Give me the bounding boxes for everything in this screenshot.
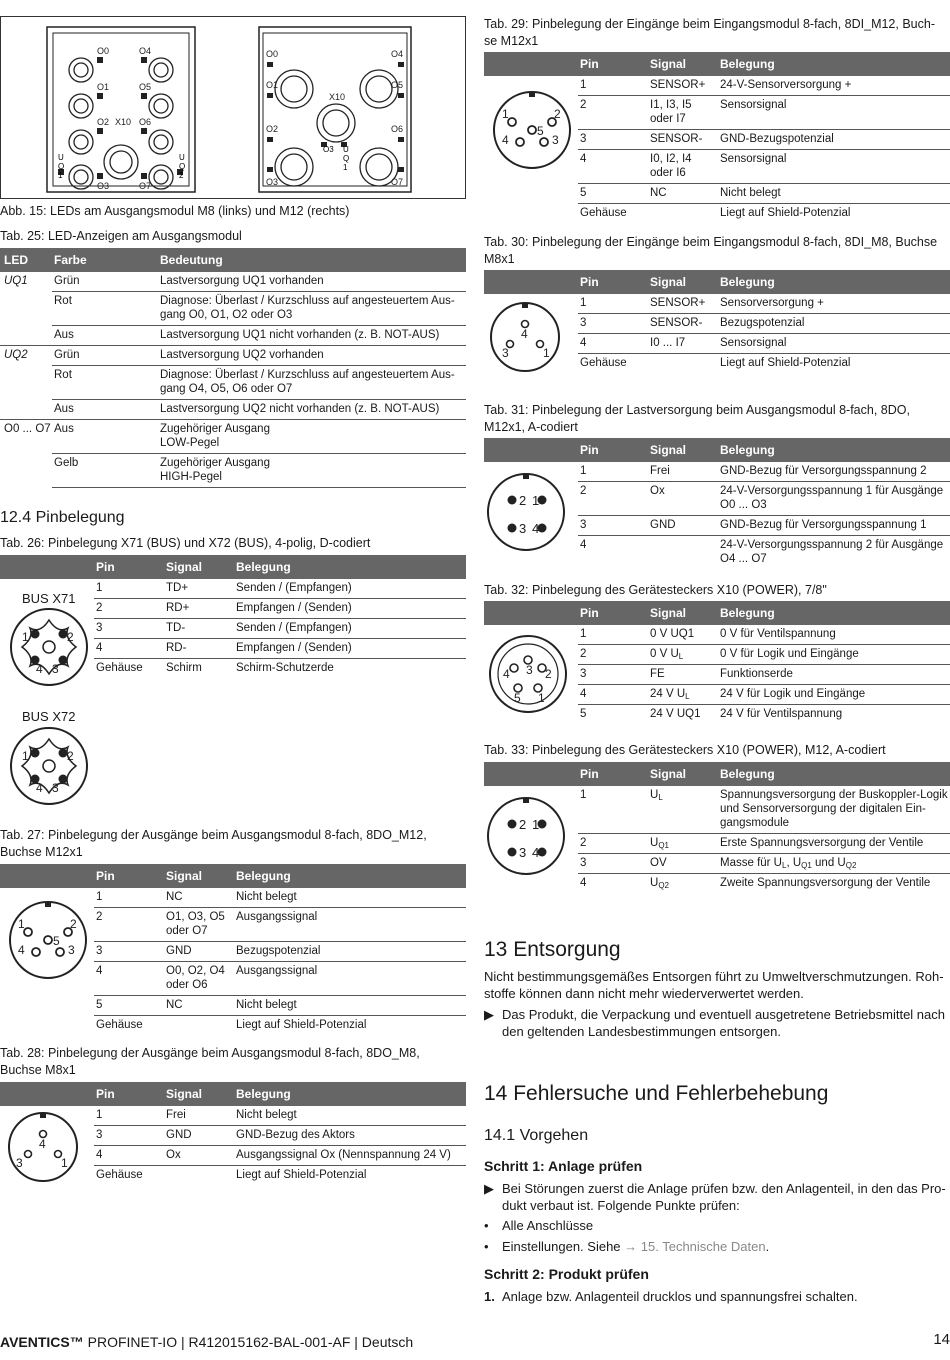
led-label: 1 [343, 163, 348, 172]
table-row: 3 GND GND-Bezug für Versorgungsspannung 1 [578, 516, 950, 536]
table-caption: M12x1, A-codiert [484, 420, 578, 434]
bus-x72-connector-diagram [8, 725, 90, 807]
svg-text:4: 4 [521, 327, 528, 341]
svg-text:3: 3 [552, 133, 559, 147]
power-78-connector-diagram [486, 632, 570, 716]
led-module-figure [0, 16, 466, 199]
led-label: Q [179, 162, 186, 171]
led-label: O0 [266, 49, 279, 59]
table-row: 2 Ox 24-V-Versorgungsspannung 1 für Ausgänge O0 ... O3 [578, 482, 950, 516]
svg-text:3: 3 [519, 845, 527, 860]
table-caption: Tab. 28: Pinbelegung der Ausgänge beim Ausgangsmodul 8-fach, 8DO_M8, [0, 1046, 420, 1060]
table-caption: Tab. 27: Pinbelegung der Ausgänge beim Ausgangsmodul 8-fach, 8DO_M12, [0, 828, 427, 842]
svg-text:4: 4 [532, 521, 540, 536]
table-row: 1 TD+ Senden / (Empfangen) [94, 579, 466, 599]
table-row: 1 $U_L$ Spannungsversorgung der Buskoppler-Logik und Sensorversorgung der digitalen Ein- gangsmodule [578, 786, 950, 834]
svg-text:4: 4 [502, 133, 509, 147]
numbered-item: 1. Anlage bzw. Anlagenteil drucklos und spannungsfrei schalten. [484, 1289, 858, 1304]
svg-text:4: 4 [36, 781, 43, 795]
led-label: O1 [97, 82, 110, 92]
table-row: UQ1 Grün Lastversorgung UQ1 vorhanden [52, 272, 466, 292]
m12-4pin-a-coded-connector-diagram [484, 794, 568, 878]
table-row: 1 Frei Nicht belegt [94, 1106, 466, 1126]
led-module-drawing [1, 17, 467, 200]
table-row: Rot Diagnose: Überlast / Kurzschluss auf angesteuertem Aus- gang O4, O5, O6 oder O7 [52, 366, 466, 400]
bus-label: BUS X72 [22, 709, 76, 724]
led-label: O0 [97, 46, 110, 56]
table-row: 2 $U_{Q1}$ Erste Spannungsversorgung der Ventile [578, 834, 950, 854]
table-row: 2 I1, I3, I5 oder I7 Sensorsignal [578, 96, 950, 130]
table-caption: Tab. 30: Pinbelegung der Eingänge beim Eingangsmodul 8-fach, 8DI_M8, Buchse [484, 235, 938, 249]
svg-text:2: 2 [519, 817, 527, 832]
svg-text:1: 1 [22, 630, 29, 644]
table-row: 3 OV Masse für $U_L$, $U_{Q1}$ und $U_{Q2}$ [578, 854, 950, 874]
arrow-bullet-icon: ▶ [484, 1007, 494, 1022]
svg-text:1: 1 [22, 749, 29, 763]
table-row: 4 I0 ... I7 Sensorsignal [578, 334, 950, 354]
table-row: 4 $U_{Q2}$ Zweite Spannungsversorgung der Ventile [580, 877, 931, 890]
table-row: Gehäuse Liegt auf Shield-Potenzial [580, 357, 851, 369]
table-caption: Tab. 26: Pinbelegung X71 (BUS) und X72 (BUS), 4-polig, D-codiert [0, 536, 371, 550]
page-number: 14 [933, 1331, 950, 1348]
svg-text:1: 1 [543, 346, 550, 360]
table-row: Gelb Zugehöriger Ausgang HIGH-Pegel [52, 454, 466, 488]
bus-x71-connector-diagram [8, 606, 90, 688]
step-heading: Schritt 2: Produkt prüfen [484, 1266, 649, 1282]
svg-text:4: 4 [532, 845, 540, 860]
paragraph: Nicht bestimmungsgemäßes Entsorgen führt zu Umweltverschmutzungen. Roh- [484, 969, 944, 984]
brand-name: AVENTICS™ [0, 1334, 84, 1350]
table-row: Gehäuse Liegt auf Shield-Potenzial [580, 207, 851, 219]
step-heading: Schritt 1: Anlage prüfen [484, 1158, 643, 1174]
cross-reference-link[interactable]: → 15. Technische Daten [624, 1239, 766, 1254]
svg-text:3: 3 [519, 521, 527, 536]
load-supply-pin-table: Pin Signal Belegung 1 Frei GND-Bezug für Versorgungsspannung 2 2 Ox 24-V-Versorgungsspannung 1 für Ausgänge O0 ... O3 3 GND GND-Bezug für Versorgungsspannung 1 4 24-V-Versorgungsspannung 2 für Ausgänge O4 ... O7 [484, 438, 950, 570]
led-label: O3 [323, 145, 334, 154]
table-caption: M8x1 [484, 252, 515, 266]
table-row: 3 SENSOR- GND-Bezugspotenzial [578, 130, 950, 150]
output-m12-pin-table: Pin Signal Belegung 1 NC Nicht belegt 2 O1, O3, O5 oder O7 Ausgangssignal 3 GND Bezugspotenzial 4 O0, O2, O4 oder O6 Ausgangssignal 5 NC Nicht belegt Gehäuse Liegt auf Shield-Potenzial [0, 864, 466, 1036]
m8-3pin-connector-diagram [6, 1110, 80, 1184]
svg-text:3: 3 [16, 1156, 23, 1170]
table-row: 4 24 V $U_L$ 24 V für Logik und Eingänge [578, 685, 950, 705]
led-label: O7 [139, 181, 152, 191]
svg-text:5: 5 [53, 934, 60, 948]
instruction-item: ▶ Das Produkt, die Verpackung und eventuell ausgetretene Betriebsmittel nach den geltenden Landesbestimmungen entsorgen. [484, 1007, 945, 1039]
svg-text:5: 5 [514, 691, 521, 705]
table-row: 2 0 V $U_L$ 0 V für Logik und Eingänge [578, 645, 950, 665]
table-row: 5 NC Nicht belegt [94, 996, 466, 1016]
table-row: 2 RD+ Empfangen / (Senden) [94, 599, 466, 619]
table-caption: Tab. 32: Pinbelegung des Gerätesteckers X10 (POWER), 7/8" [484, 583, 827, 597]
m12-4pin-a-coded-connector-diagram [484, 470, 568, 554]
table-row: 4 I0, I2, I4 oder I6 Sensorsignal [578, 150, 950, 184]
table-row: Aus Lastversorgung UQ1 nicht vorhanden (z. B. NOT-AUS) [0, 326, 466, 346]
svg-text:4: 4 [36, 662, 43, 676]
table-row: 1 SENSOR+ Sensorversorgung + [578, 294, 950, 314]
led-label: O7 [391, 177, 404, 187]
bus-label: BUS X71 [22, 591, 76, 606]
power-m12-pin-table: Pin Signal Belegung 1 $U_L$ Spannungsversorgung der Buskoppler-Logik und Sensorversorgung der digitalen Ein- gangsmodule 2 $U_{Q1}$ Erste Spannungsversorgung der Ventile 3 OV Masse für $U_L$, $U_{Q1}$ und $U_{Q2}$ 4 $U_{Q2}$ Zweite Spannungsversorgung der Ventile [484, 762, 950, 894]
table-caption: Tab. 33: Pinbelegung des Gerätesteckers X10 (POWER), M12, A-codiert [484, 743, 886, 757]
table-row: O0 ... O7 Aus Zugehöriger Ausgang LOW-Pegel [52, 420, 466, 454]
table-row: 1 Frei GND-Bezug für Versorgungsspannung 2 [578, 462, 950, 482]
svg-text:1: 1 [18, 917, 25, 931]
svg-text:2: 2 [519, 493, 527, 508]
section-heading: 12.4 Pinbelegung [0, 509, 125, 526]
table-row: 1 0 V UQ1 0 V für Ventilspannung [578, 625, 950, 645]
table-row: Gehäuse Liegt auf Shield-Potenzial [96, 1169, 367, 1181]
svg-text:4: 4 [503, 667, 510, 681]
chapter-heading: 14 Fehlersuche und Fehlerbehebung [484, 1082, 829, 1105]
led-label: U [179, 153, 185, 162]
output-m8-pin-table: Pin Signal Belegung 1 Frei Nicht belegt 3 GND GND-Bezug des Aktors 4 Ox Ausgangssignal Ox (Nennspannung 24 V) Gehäuse Liegt auf Shield-Potenzial [0, 1082, 466, 1186]
list-item: • Alle Anschlüsse [484, 1218, 594, 1233]
led-label: O6 [391, 124, 404, 134]
led-label: O3 [266, 177, 279, 187]
table-row: Gehäuse Liegt auf Shield-Potenzial [96, 1019, 367, 1031]
table-row: 4 O0, O2, O4 oder O6 Ausgangssignal [94, 962, 466, 996]
table-row: Aus Lastversorgung UQ2 nicht vorhanden (z. B. NOT-AUS) [0, 400, 466, 420]
table-caption: Buchse M8x1 [0, 1063, 76, 1077]
led-label: O6 [139, 117, 152, 127]
table-row: 4 RD- Empfangen / (Senden) [94, 639, 466, 659]
led-label: X10 [329, 92, 346, 102]
table-row: Gehäuse Schirm Schirm-Schutzerde [96, 662, 334, 674]
svg-text:2: 2 [67, 630, 74, 644]
table-row: 4 24-V-Versorgungsspannung 2 für Ausgänge O4 ... O7 [580, 539, 944, 565]
svg-text:3: 3 [52, 781, 59, 795]
led-table: LED Farbe Bedeutung UQ1 Grün Lastversorgung UQ1 vorhanden Rot Diagnose: Überlast / Kurzschluss auf angesteuertem Aus- gang O0, O1, O2 oder O3 Aus Lastversorgung UQ1 nicht vorhanden (z. B. NOT-AUS) UQ2 Grün Lastversorgung UQ2 vorhanden Rot Diagnose: Überlast / Kurzschluss auf angesteuertem Aus- gang O4, O5, O6 oder O7 Aus Lastversorgung UQ2 nicht vorhanden (z. B. NOT-AUS) O0 ... O7 Aus Zugehöriger Ausgang LOW-Pegel Gelb Zugehöriger Ausgang HIGH-Pegel [0, 248, 466, 488]
svg-text:4: 4 [39, 1137, 46, 1151]
input-m8-pin-table: Pin Signal Belegung 1 SENSOR+ Sensorversorgung + 3 SENSOR- Bezugspotenzial 4 I0 ... I7 Sensorsignal Gehäuse Liegt auf Shield-Potenzial [484, 270, 950, 374]
instruction-item: ▶ Bei Störungen zuerst die Anlage prüfen bzw. den Anlagenteil, in den das Pro- dukt verbaut ist. Folgende Punkte prüfen: [484, 1181, 946, 1213]
table-row: Rot Diagnose: Überlast / Kurzschluss auf angesteuertem Aus- gang O0, O1, O2 oder O3 [52, 292, 466, 326]
svg-text:2: 2 [545, 667, 552, 681]
table-row: 3 TD- Senden / (Empfangen) [94, 619, 466, 639]
table-caption: Tab. 25: LED-Anzeigen am Ausgangsmodul [0, 229, 242, 243]
led-label: O1 [266, 80, 279, 90]
svg-text:1: 1 [502, 107, 509, 121]
svg-text:3: 3 [526, 663, 533, 677]
svg-text:3: 3 [502, 346, 509, 360]
bullet-icon: • [484, 1239, 489, 1254]
chapter-heading: 13 Entsorgung [484, 938, 621, 961]
led-label: U [343, 145, 349, 154]
bullet-icon: • [484, 1218, 489, 1233]
led-label: Q [58, 162, 65, 171]
table-row: UQ2 Grün Lastversorgung UQ2 vorhanden [52, 346, 466, 366]
svg-text:4: 4 [18, 943, 25, 957]
led-label: O4 [139, 46, 152, 56]
led-label: O5 [139, 82, 152, 92]
table-caption: Buchse M12x1 [0, 845, 83, 859]
svg-text:2: 2 [67, 749, 74, 763]
led-label: X10 [115, 117, 132, 127]
m12-5pin-connector-diagram [490, 88, 574, 172]
table-row: 3 GND Bezugspotenzial [94, 942, 466, 962]
table-caption: Tab. 31: Pinbelegung der Lastversorgung beim Ausgangsmodul 8-fach, 8DO, [484, 403, 910, 417]
led-label: Q [343, 154, 350, 163]
table-row: 3 FE Funktionserde [578, 665, 950, 685]
led-label: O4 [391, 49, 404, 59]
svg-text:5: 5 [537, 124, 544, 138]
led-label: O5 [391, 80, 404, 90]
figure-caption: Abb. 15: LEDs am Ausgangsmodul M8 (links) und M12 (rechts) [0, 204, 350, 218]
svg-text:1: 1 [61, 1156, 68, 1170]
table-row: 3 GND GND-Bezug des Aktors [94, 1126, 466, 1146]
led-label: O2 [266, 124, 279, 134]
led-label: O2 [97, 117, 110, 127]
table-row: 1 SENSOR+ 24-V-Sensorversorgung + [578, 76, 950, 96]
arrow-bullet-icon: ▶ [484, 1181, 494, 1196]
table-row: 3 SENSOR- Bezugspotenzial [578, 314, 950, 334]
m12-5pin-connector-diagram [6, 898, 90, 982]
m8-3pin-connector-diagram [488, 300, 562, 374]
svg-text:1: 1 [532, 493, 540, 508]
power-78-pin-table: Pin Signal Belegung 1 0 V UQ1 0 V für Ventilspannung 2 0 V $U_L$ 0 V für Logik und Eingänge 3 FE Funktionserde 4 24 V $U_L$ 24 V für Logik und Eingänge 5 24 V UQ1 24 V für Ventilspannung [484, 601, 950, 725]
list-item: • Einstellungen. Siehe → 15. Technische Daten. [484, 1239, 770, 1254]
led-label: U [58, 153, 64, 162]
table-row: 1 NC Nicht belegt [94, 888, 466, 908]
svg-text:3: 3 [68, 943, 75, 957]
led-label: 1 [58, 171, 63, 180]
paragraph: stoffe können dann nicht mehr wiederverwertet werden. [484, 986, 804, 1001]
table-caption: Tab. 29: Pinbelegung der Eingänge beim Eingangsmodul 8-fach, 8DI_M12, Buch- [484, 17, 935, 31]
page-footer: AVENTICS™ PROFINET-IO | R412015162-BAL-001-AF | Deutsch [0, 1334, 414, 1350]
input-m12-pin-table: Pin Signal Belegung 1 SENSOR+ 24-V-Sensorversorgung + 2 I1, I3, I5 oder I7 Sensorsignal 3 SENSOR- GND-Bezugspotenzial 4 I0, I2, I4 oder I6 Sensorsignal 5 NC Nicht belegt Gehäuse Liegt auf Shield-Potenzial [484, 52, 950, 224]
table-row: 5 NC Nicht belegt [578, 184, 950, 204]
svg-text:2: 2 [70, 917, 77, 931]
bus-pin-table: Pin Signal Belegung 1 TD+ Senden / (Empfangen) 2 RD+ Empfangen / (Senden) 3 TD- Senden / (Empfangen) 4 RD- Empfangen / (Senden) Gehäuse Schirm Schirm-Schutzerde [0, 555, 466, 679]
svg-text:2: 2 [554, 107, 561, 121]
svg-text:1: 1 [532, 817, 540, 832]
table-row: 2 O1, O3, O5 oder O7 Ausgangssignal [94, 908, 466, 942]
table-row: 5 24 V UQ1 24 V für Ventilspannung [580, 708, 843, 720]
led-label: 2 [179, 171, 184, 180]
led-label: O3 [97, 181, 110, 191]
table-caption: se M12x1 [484, 34, 539, 48]
table-row: 4 Ox Ausgangssignal Ox (Nennspannung 24 V) [94, 1146, 466, 1166]
svg-text:3: 3 [52, 662, 59, 676]
section-heading: 14.1 Vorgehen [484, 1127, 589, 1144]
svg-text:1: 1 [538, 691, 545, 705]
